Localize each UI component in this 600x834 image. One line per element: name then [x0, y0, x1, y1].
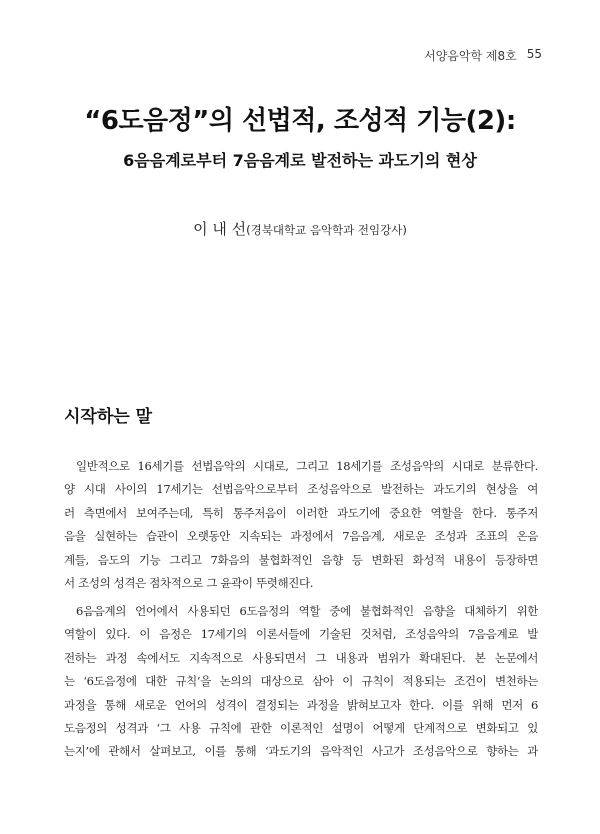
journal-name: 서양음악학 제8호 — [424, 49, 517, 63]
paragraph-line: 양 시대 사이의 17세기는 선법음악으로부터 조성음악으로 발전하는 과도기의 현상을 여 — [64, 482, 538, 497]
section-heading: 시작하는 말 — [64, 407, 153, 427]
paragraph-line: 역할이 있다. 이 음정은 17세기의 이론서들에 기술된 것처럼, 조성음악의 7음음계로 발 — [64, 627, 538, 642]
paragraph-line: 일반적으로 16세기를 선법음악의 시대로, 그리고 18세기를 조성음악의 시대로 분류한다. — [76, 459, 538, 473]
page-number: 55 — [526, 47, 542, 61]
paragraph-2 — [64, 600, 538, 764]
paragraph-1 — [64, 455, 538, 595]
paragraph-line: 음을 실현하는 습관이 오랫동안 지속되는 과정에서 7음음계, 새로운 조성과 조표의 온음 — [64, 529, 538, 544]
paragraph-line: 계들, 음도의 기능 그리고 7화음의 불협화적인 음향 등 변화된 화성적 내용이 등장하면 — [64, 552, 538, 567]
author-affiliation: (경북대학교 음악학과 전임강사) — [246, 223, 407, 237]
paragraph-line: 는지’에 관해서 살펴보고, 이를 통해 ‘과도기의 음악적인 사고가 조성음악으로 향하는 과 — [64, 744, 538, 759]
article-title: “6도음정”의 선법적, 조성적 기능(2): — [84, 106, 516, 136]
paragraph-line: 도음정의 성격과 ‘그 사용 규칙에 관한 이론적인 설명이 어떻게 단계적으로 변화되고 있 — [64, 721, 538, 736]
paragraph-line: 러 측면에서 보여주는데, 특히 통주저음이 이러한 과도기에 중요한 역할을 한다. 통주저 — [64, 505, 538, 520]
paragraph-line: 는 ‘6도음정에 대한 규칙’을 논의의 대상으로 삼아 이 규칙이 적용되는 조건이 변천하는 — [64, 674, 538, 689]
author-name: 이 내 선 — [193, 220, 247, 238]
paragraph-line: 6음음계의 언어에서 사용되던 6도음정의 역할 중에 불협화적인 음향을 대체하기 위한 — [76, 604, 538, 618]
article-subtitle: 6음음계로부터 7음음계로 발전하는 과도기의 현상 — [123, 151, 477, 170]
paragraph-line: 서 조성의 성격은 점차적으로 그 윤곽이 뚜렷해진다. — [64, 576, 314, 591]
paragraph-line: 과정을 통해 새로운 언어의 성격이 결정되는 과정을 밝혀보고자 한다. 이를 위해 먼저 6 — [64, 697, 538, 712]
paragraph-line: 전하는 과정 속에서도 지속적으로 사용되면서 그 내용과 범위가 확대된다. 본 논문에서 — [64, 650, 538, 665]
author-line — [0, 218, 600, 239]
running-header — [424, 47, 542, 64]
